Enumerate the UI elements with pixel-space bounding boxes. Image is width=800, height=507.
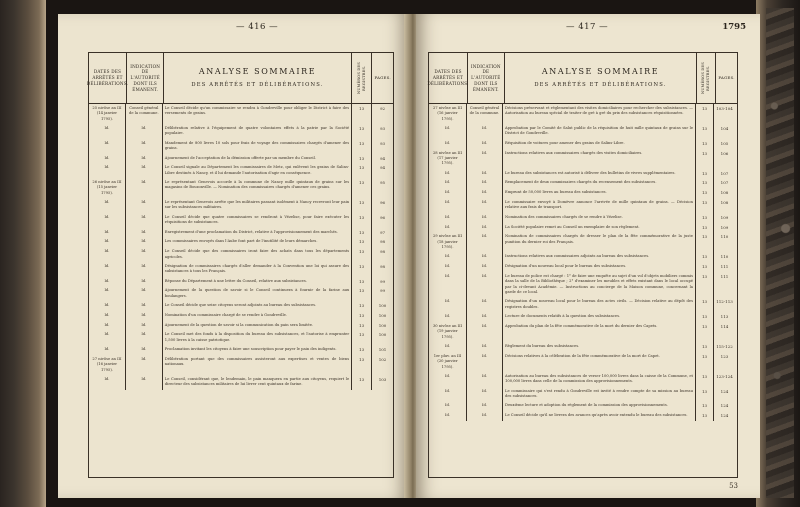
row-register-number: 13 — [696, 149, 714, 169]
row-summary: Délibération portant que des commissaires assisteront aux expertises et ventes de biens nationaux. — [163, 355, 352, 375]
row-authority: Id. — [467, 213, 503, 223]
header-authority: INDICATION DE L'AUTORITÉ DONT ILS ÉMANENT. — [468, 53, 505, 103]
row-authority: Id. — [126, 237, 163, 247]
row-date: Id. — [429, 124, 467, 139]
row-page: 96 — [380, 200, 386, 206]
page-number: — 416 — — [236, 22, 279, 32]
row-authority: Id. — [467, 188, 503, 198]
row-page: 108 — [720, 190, 729, 196]
row-date: Id. — [429, 411, 467, 421]
table-row — [429, 223, 737, 233]
row-summary: Le Conseil, considérant que, le lendemain, le pain manquera en partie aux citoyens, requiert le directeur des subsistances militaires de lui livrer cent quintaux de farine. — [163, 375, 352, 390]
row-summary: Ajournement de la question de savoir si le Conseil continuera à fournir de la farine aux boulangers. — [163, 286, 352, 301]
table-row — [429, 188, 737, 198]
row-page: 104 — [720, 126, 729, 132]
row-authority: Id. — [126, 311, 163, 321]
row-summary: Le bureau des subsistances est autorisé à délivrer des bulletins de vivres supplémentaires. — [503, 169, 696, 179]
row-register-number: 13 — [352, 124, 372, 139]
row-authority: Id. — [467, 401, 503, 411]
row-date: Id. — [89, 286, 126, 301]
row-date: Id. — [89, 301, 126, 311]
table-body — [429, 104, 737, 421]
row-date: Id. — [429, 272, 467, 297]
row-summary: Règlement du bureau des subsistances. — [503, 342, 696, 352]
table-row — [89, 277, 393, 287]
row-authority: Id. — [126, 178, 163, 198]
table-row — [429, 198, 737, 213]
row-date: Id. — [429, 223, 467, 233]
row-page: 111 — [720, 264, 729, 270]
row-date: Id. — [89, 237, 126, 247]
row-authority: Id. — [126, 228, 163, 238]
row-authority: Id. — [467, 223, 503, 233]
row-register-number: 13 — [696, 312, 714, 322]
row-summary: Réponse du Département à une lettre du Conseil, relative aux subsistances. — [163, 277, 352, 287]
row-page: 115-122 — [716, 344, 733, 350]
row-page: 101 — [378, 347, 387, 353]
row-date: 27 nivôse an III (16 janvier 1795). — [429, 104, 467, 124]
row-register-number: 13 — [696, 188, 714, 198]
table-row — [89, 228, 393, 238]
row-page: 113 — [720, 314, 729, 320]
row-page: 94 — [380, 155, 386, 161]
row-summary: Le Conseil décide que quatre commissaires se rendront à Vézelise, pour faire exécuter les réquisitions de subsistances. — [163, 213, 352, 228]
row-date: Id. — [429, 252, 467, 262]
row-page: 107 — [720, 180, 729, 186]
row-register-number: 13 — [696, 372, 714, 387]
row-register-number: 13 — [696, 322, 714, 342]
row-date: Id. — [89, 213, 126, 228]
row-summary: Emprunt de 50,000 livres au bureau des subsistances. — [503, 188, 696, 198]
row-summary: Nomination de commissaires chargés de dresser le plan de la fête commémorative de la juste punition du dernier roi des Français. — [503, 232, 696, 252]
marbled-cover — [766, 8, 794, 498]
table-row — [429, 232, 737, 252]
row-summary: Le Conseil décide qu'il ne livrera des avances qu'après avoir entendu le bureau des subsistances. — [503, 411, 696, 421]
row-date: Id. — [429, 372, 467, 387]
header-subtitle: DES ARRÊTÉS ET DÉLIBÉRATIONS. — [534, 82, 667, 89]
row-register-number: 13 — [352, 330, 372, 345]
table-row — [429, 124, 737, 139]
row-page: 94 — [380, 165, 386, 171]
row-authority: Id. — [467, 178, 503, 188]
row-register-number: 13 — [352, 375, 372, 390]
row-summary: Décisions relatives à la célébration de la fête commémorative de la mort de Capet. — [503, 352, 696, 372]
row-register-number: 13 — [696, 198, 714, 213]
header-pages: PAGES. — [718, 75, 735, 81]
row-page: 98 — [380, 263, 386, 269]
row-page: 109 — [720, 214, 729, 220]
table-row — [89, 345, 393, 355]
row-date: Id. — [89, 277, 126, 287]
row-summary: Le Conseil décide qu'un commissaire se rendra à Gondreville pour obliger le District à faire des versements de grains. — [163, 104, 352, 124]
row-summary: Nomination des commissaires chargés de se rendre à Vézelise. — [503, 213, 696, 223]
table-row — [89, 301, 393, 311]
row-page: 112-113 — [716, 299, 733, 305]
row-date: 26 nivôse an III (15 janvier 1795). — [89, 178, 126, 198]
register-table — [88, 52, 394, 478]
header-title: ANALYSE SOMMAIRE — [541, 66, 660, 76]
row-summary: Lecture de documents relatifs à la question des subsistances. — [503, 312, 696, 322]
header-numbers — [697, 53, 716, 103]
row-date: Id. — [89, 124, 126, 139]
row-summary: Le commissaire envoyé à Domèvre annonce l'arrivée de mille quintaux de grains. — Décision relative aux frais de transport. — [503, 198, 696, 213]
row-summary: Le bureau de police est chargé : 1° de faire une enquête au sujet d'un vol d'objets mobiliers commis dans la salle de la Bibliothèque ; 2° d'examiner les meubles et effets existant dans le local occupé par la ci-devant Académie. — Instructions au concierge de la Maison commune, concernant la garde de ce local. — [503, 272, 696, 297]
row-page: 124 — [720, 403, 729, 409]
row-page: 97 — [380, 229, 386, 235]
row-date: Id. — [89, 330, 126, 345]
row-page: 93 — [380, 140, 386, 146]
row-page: 96 — [380, 214, 386, 220]
row-summary: Le représentant Genevois accorde à la commune de Nancy mille quintaux de grains sur les magasins de Bouzonville. — Nomination des commissaires chargés d'amener ces grains. — [163, 178, 352, 198]
row-summary: Approbation par le Comité de Salut public de la réquisition de huit mille quintaux de grains sur le District de Gondreville. — [503, 124, 696, 139]
table-row — [429, 149, 737, 169]
header-pages: PAGES. — [374, 75, 391, 81]
row-date: Id. — [429, 198, 467, 213]
row-page: 98 — [380, 239, 386, 245]
row-summary: Les commissaires envoyés dans l'Aube font part de l'inutilité de leurs démarches. — [163, 237, 352, 247]
row-register-number: 13 — [352, 321, 372, 331]
row-register-number: 13 — [696, 252, 714, 262]
row-summary: Désignation d'un nouveau local pour le bureau des actes civils. — Décision relative au dépôt des registres doubles. — [503, 297, 696, 312]
row-date: Id. — [89, 154, 126, 164]
row-authority: Id. — [126, 139, 163, 154]
row-authority: Conseil général de la commune. — [126, 104, 163, 124]
row-authority: Id. — [467, 252, 503, 262]
row-page: 123-124 — [716, 373, 733, 379]
row-date: Id. — [89, 321, 126, 331]
table-row — [89, 355, 393, 375]
row-register-number: 13 — [696, 401, 714, 411]
row-date: Id. — [89, 139, 126, 154]
table-row — [429, 387, 737, 402]
row-page: 103 — [378, 377, 387, 383]
row-register-number: 13 — [352, 178, 372, 198]
row-date: Id. — [429, 213, 467, 223]
row-date: Id. — [429, 312, 467, 322]
table-row — [429, 342, 737, 352]
table-row — [429, 297, 737, 312]
row-summary: Le Conseil met des fonds à la disposition du bureau des subsistances, et l'autorise à emprunter 1,500 livres à la caisse patriotique. — [163, 330, 352, 345]
row-authority: Id. — [126, 198, 163, 213]
row-summary: Autorisation au bureau des subsistances de verser 100,000 livres dans la caisse de la Commune, et 100,000 livres dans celle de la commission des approvisionnements. — [503, 372, 696, 387]
row-register-number: 13 — [696, 124, 714, 139]
table-row — [429, 252, 737, 262]
row-authority: Id. — [467, 342, 503, 352]
row-page: 123 — [720, 353, 729, 359]
row-register-number: 13 — [352, 311, 372, 321]
table-row — [89, 178, 393, 198]
row-register-number: 13 — [352, 213, 372, 228]
table-row — [89, 375, 393, 390]
row-authority: Id. — [126, 124, 163, 139]
table-row — [89, 311, 393, 321]
header-dates: DATES DES ARRÊTÉS ET DÉLIBÉRATIONS. — [89, 53, 127, 103]
table-row — [429, 352, 737, 372]
row-authority: Id. — [467, 198, 503, 213]
row-authority: Id. — [467, 411, 503, 421]
row-register-number: 13 — [696, 139, 714, 149]
row-summary: Nomination d'un commissaire chargé de se rendre à Gondreville. — [163, 311, 352, 321]
table-row — [89, 213, 393, 228]
table-row — [89, 262, 393, 277]
row-page: 110 — [720, 254, 729, 260]
table-row — [429, 312, 737, 322]
row-register-number: 13 — [352, 139, 372, 154]
row-register-number: 13 — [352, 345, 372, 355]
row-authority: Id. — [126, 375, 163, 390]
table-row — [89, 154, 393, 164]
row-authority: Id. — [467, 272, 503, 297]
table-row — [89, 286, 393, 301]
row-summary: Remplacement de deux commissaires chargés du recensement des subsistances. — [503, 178, 696, 188]
row-summary: Décisions préservant et réglementant des visites domiciliaires pour rechercher des subsistances. — Autorisation au bureau spécial de traiter de gré à gré du prix des subsistances réquisitionnées. — [503, 104, 696, 124]
row-authority: Id. — [467, 372, 503, 387]
row-page: 111 — [720, 274, 729, 280]
row-register-number: 13 — [352, 228, 372, 238]
row-authority: Id. — [467, 262, 503, 272]
row-register-number: 13 — [696, 232, 714, 252]
row-date: 30 nivôse an III (19 janvier 1795). — [429, 322, 467, 342]
table-row — [429, 401, 737, 411]
row-page: 100 — [378, 312, 387, 318]
row-date: 29 nivôse an III (18 janvier 1795). — [429, 232, 467, 252]
table-row — [429, 322, 737, 342]
row-page: 108 — [720, 200, 729, 206]
row-summary: Mandement de 800 livres 10 sols pour frais de voyage des commissaires chargés d'amener des grains. — [163, 139, 352, 154]
row-register-number: 13 — [696, 262, 714, 272]
table-row — [429, 411, 737, 421]
row-date: Id. — [89, 163, 126, 178]
row-register-number: 13 — [352, 277, 372, 287]
table-row — [429, 262, 737, 272]
row-register-number: 13 — [696, 272, 714, 297]
row-authority: Id. — [467, 312, 503, 322]
table-row — [429, 178, 737, 188]
table-body — [89, 104, 393, 390]
table-header — [429, 53, 737, 104]
row-summary: Le commissaire qui s'est rendu à Gondreville est invité à rendre compte de sa mission au bureau des subsistances. — [503, 387, 696, 402]
row-authority: Id. — [467, 149, 503, 169]
row-date: Id. — [429, 387, 467, 402]
book-edge-left — [0, 0, 46, 507]
row-authority: Id. — [126, 321, 163, 331]
row-page: 110 — [720, 234, 729, 240]
row-register-number: 13 — [696, 387, 714, 402]
row-register-number: 13 — [352, 154, 372, 164]
row-date: Id. — [429, 169, 467, 179]
row-authority: Id. — [467, 322, 503, 342]
row-date: 25 nivôse an III (14 janvier 1795). — [89, 104, 126, 124]
page-number: — 417 — — [566, 22, 609, 32]
row-date: 1er pluv. an III (20 janvier 1795). — [429, 352, 467, 372]
row-date: Id. — [89, 198, 126, 213]
row-page: 105 — [720, 140, 729, 146]
row-summary: Enregistrement d'une proclamation du District, relative à l'approvisionnement des marchés. — [163, 228, 352, 238]
row-date: Id. — [89, 345, 126, 355]
row-authority: Id. — [126, 301, 163, 311]
row-summary: Le représentant Genevois arrête que les militaires passant isolément à Nancy recevront leur pain sur les subsistances militaires. — [163, 198, 352, 213]
table-header — [86, 53, 393, 104]
row-register-number: 13 — [352, 163, 372, 178]
row-page: 99 — [380, 288, 386, 294]
row-register-number: 13 — [696, 297, 714, 312]
row-summary: Le Conseil décide que seize citoyens seront adjoints au bureau des subsistances. — [163, 301, 352, 311]
row-register-number: 13 — [352, 198, 372, 213]
row-authority: Id. — [126, 286, 163, 301]
row-authority: Id. — [467, 124, 503, 139]
table-row — [89, 163, 393, 178]
row-authority: Conseil général de la commune. — [467, 104, 503, 124]
row-summary: Ajournement de l'acceptation de la démission offerte par un membre du Conseil. — [163, 154, 352, 164]
row-register-number: 13 — [696, 169, 714, 179]
row-page: 124 — [720, 388, 729, 394]
table-row — [429, 372, 737, 387]
row-authority: Id. — [126, 213, 163, 228]
row-page: 107 — [720, 170, 729, 176]
row-page: 102 — [378, 357, 387, 362]
row-page: 92 — [380, 106, 386, 111]
page-year: 1795 — [722, 22, 746, 32]
table-row — [89, 321, 393, 331]
header-summary — [164, 53, 351, 103]
row-register-number: 13 — [696, 178, 714, 188]
table-row — [89, 198, 393, 213]
row-register-number: 13 — [696, 342, 714, 352]
table-row — [89, 237, 393, 247]
row-page: 124 — [720, 413, 729, 419]
row-register-number: 13 — [352, 355, 372, 375]
row-page: 100 — [378, 303, 387, 309]
table-row — [89, 330, 393, 345]
row-summary: Le Conseil décide que des commissaires iront faire des achats dans tous les départements agricoles. — [163, 247, 352, 262]
row-summary: Le Conseil signale au Département les commissaires de Metz, qui enlèvent les grains de Salins-Libre destinés à Nancy, et il lui demande l'autorisation d'agir en conséquence. — [163, 163, 352, 178]
row-page: 98 — [380, 249, 386, 255]
table-row — [89, 139, 393, 154]
book-edge-right — [756, 0, 800, 507]
row-summary: Délibération relative à l'équipement de quatre volontaires effets à la patrie par la Société populaire. — [163, 124, 352, 139]
row-authority: Id. — [126, 345, 163, 355]
row-date: Id. — [89, 228, 126, 238]
row-date: Id. — [429, 178, 467, 188]
table-row — [89, 124, 393, 139]
register-table — [428, 52, 738, 478]
row-authority: Id. — [467, 139, 503, 149]
row-summary: Approbation du plan de la fête commémorative de la mort du dernier des Capets. — [503, 322, 696, 342]
row-authority: Id. — [126, 330, 163, 345]
header-title: ANALYSE SOMMAIRE — [198, 66, 317, 76]
table-row — [429, 104, 737, 124]
sheet-number: 53 — [729, 482, 738, 490]
row-summary: Proclamation invitant les citoyens à faire une souscription pour payer le pain des indigents. — [163, 345, 352, 355]
row-date: Id. — [429, 401, 467, 411]
table-row — [429, 272, 737, 297]
table-row — [429, 169, 737, 179]
row-date: Id. — [89, 375, 126, 390]
row-date: Id. — [429, 342, 467, 352]
row-page: 99 — [380, 278, 386, 284]
row-authority: Id. — [126, 277, 163, 287]
row-authority: Id. — [126, 163, 163, 178]
row-date: 28 nivôse an III (17 janvier 1795). — [429, 149, 467, 169]
header-summary — [505, 53, 698, 103]
row-date: Id. — [429, 188, 467, 198]
row-register-number: 13 — [696, 223, 714, 233]
row-authority: Id. — [467, 352, 503, 372]
row-register-number: 13 — [696, 411, 714, 421]
row-date: Id. — [89, 247, 126, 262]
left-page — [58, 14, 408, 498]
row-date: Id. — [429, 139, 467, 149]
table-row — [89, 104, 393, 124]
row-register-number: 13 — [352, 237, 372, 247]
row-authority: Id. — [126, 154, 163, 164]
header-dates: DATES DES ARRÊTÉS ET DÉLIBÉRATIONS. — [429, 53, 468, 103]
row-date: 27 nivôse an III (16 janvier 1795). — [89, 355, 126, 375]
row-authority: Id. — [126, 262, 163, 277]
header-numbers — [352, 53, 373, 103]
row-register-number: 13 — [352, 104, 372, 124]
row-register-number: 13 — [696, 213, 714, 223]
row-page: 100 — [378, 332, 387, 338]
row-authority: Id. — [126, 247, 163, 262]
row-summary: Deuxième lecture et adoption du règlement de la commission des approvisionnements. — [503, 401, 696, 411]
header-subtitle: DES ARRÊTÉS ET DÉLIBÉRATIONS. — [191, 82, 324, 89]
row-register-number: 13 — [352, 247, 372, 262]
row-authority: Id. — [467, 169, 503, 179]
row-page: 93 — [380, 126, 386, 132]
row-authority: Id. — [126, 355, 163, 375]
header-authority: INDICATION DE L'AUTORITÉ DONT ILS ÉMANENT. — [127, 53, 164, 103]
right-page — [416, 14, 760, 498]
row-summary: Désignation d'un nouveau local pour le bureau des subsistances. — [503, 262, 696, 272]
row-register-number: 13 — [352, 286, 372, 301]
row-register-number: 13 — [352, 262, 372, 277]
row-summary: La Société populaire remet au Conseil un exemplaire de son règlement. — [503, 223, 696, 233]
row-authority: Id. — [467, 232, 503, 252]
row-summary: Désignation de commissaires chargés d'aller demander à la Convention une loi qui assure des subsistances à tous les Français. — [163, 262, 352, 277]
row-page: 103-104 — [716, 106, 733, 111]
row-register-number: 13 — [696, 104, 714, 124]
row-summary: Instructions relatives aux commissaires adjoints au bureau des subsistances. — [503, 252, 696, 262]
row-date: Id. — [89, 262, 126, 277]
table-row — [429, 213, 737, 223]
row-register-number: 13 — [352, 301, 372, 311]
table-row — [89, 247, 393, 262]
row-page: 109 — [720, 224, 729, 230]
row-register-number: 13 — [696, 352, 714, 372]
header-numbers-label: NUMÉROS DES REGISTRES. — [356, 62, 366, 94]
row-page: 106 — [720, 150, 729, 156]
row-page: 114 — [720, 324, 729, 329]
row-date: Id. — [429, 262, 467, 272]
row-summary: Réquisition de voitures pour amener des grains de Salins-Libre. — [503, 139, 696, 149]
header-numbers-label: NUMÉROS DES REGISTRES. — [701, 62, 711, 94]
row-date: Id. — [89, 311, 126, 321]
row-page: 100 — [378, 322, 387, 328]
row-page: 95 — [380, 180, 386, 186]
row-authority: Id. — [467, 297, 503, 312]
row-summary: Ajournement de la question de savoir si la communication du pain sera limitée. — [163, 321, 352, 331]
row-date: Id. — [429, 297, 467, 312]
row-summary: Instructions relatives aux commissaires chargés des visites domiciliaires. — [503, 149, 696, 169]
table-row — [429, 139, 737, 149]
row-authority: Id. — [467, 387, 503, 402]
